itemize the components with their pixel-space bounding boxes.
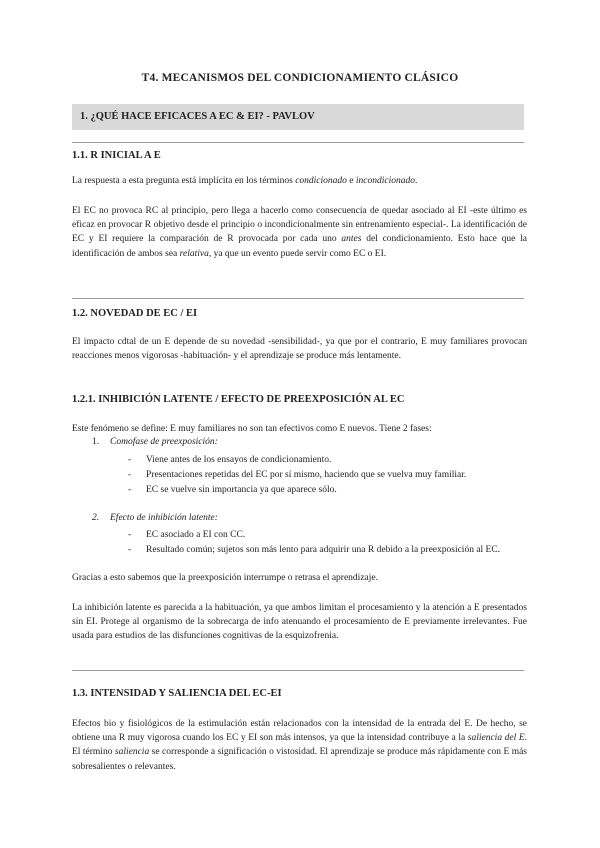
section-1-2-1-paragraph-2: La inhibición latente es parecida a la habituación, ya que ambos limitan el procesamiento y la atención a E presentados sin EI. Protege al organismo de la sobrecarga de info atenuando el procesamiento de E previamente irrelevantes. Fue usada para estudios de las disfunciones cognitivas de la esquizofrenia. — [72, 603, 527, 642]
list-item: - Presentaciones repetidas del EC por sí mismo, haciendo que se vuelva muy familiar. — [128, 470, 467, 480]
phase-1-label: Comofase de preexposición: — [110, 437, 218, 447]
list-item: - EC se vuelve sin importancia ya que aparece sólo. — [128, 485, 337, 495]
phase-2-label: Efecto de inhibición latente: — [110, 513, 218, 523]
divider — [72, 142, 524, 143]
section-1-2-paragraph: El impacto cdtal de un E depende de su novedad -sensibilidad-, ya que por el contrario, E muy familiares provocan reacciones menos vigorosas -habituación- y el aprendizaje se produce más lentamente. — [72, 337, 527, 362]
section-1-2-1-intro: Este fenómeno se define: E muy familiares no son tan efectivos como E nuevos. Tiene 2 fases: — [72, 424, 432, 434]
section-1-2-1-closing: Gracias a esto sabemos que la preexposición interrumpe o retrasa el aprendizaje. — [72, 573, 378, 583]
document-title: T4. MECANISMOS DEL CONDICIONAMIENTO CLÁSICO — [141, 72, 459, 84]
section-1-1-paragraph-1: La respuesta a esta pregunta está implícita en los términos condicionado e incondicionado. — [72, 176, 418, 186]
phase-1-number: 1. — [92, 437, 100, 447]
section-1-3-paragraph: Efectos bio y fisiológicos de la estimulación están relacionados con la intensidad de la entrada del E. De hecho, se obtiene una R muy vigorosa cuando los EC y EI son más intensos, ya que la intensidad contribuye a la saliencia del E. El término saliencia se corresponde a significación o vistosidad. El aprendizaje se produce más rápidamente con E más sobresalientes o relevantes. — [72, 719, 527, 772]
section-1-1-paragraph-2: El EC no provoca RC al principio, pero llega a hacerlo como consecuencia de quedar asociado al EI -este último es eficaz en provocar R objetivo desde el principio o incondicionalmente sin entrenamiento especial-. La identificación de EC y EI requiere la comparación de R provocada por cada uno antes del condicionamiento. Esto hace que la identificación de ambos sea relativa, ya que un evento puede servir como EC o EI. — [72, 206, 527, 259]
divider — [72, 298, 524, 299]
list-item: - Viene antes de los ensayos de condicionamiento. — [128, 455, 332, 465]
list-item: - EC asociado a EI con CC. — [128, 530, 246, 540]
section-1-2-1-heading: 1.2.1. INHIBICIÓN LATENTE / EFECTO DE PREEXPOSICIÓN AL EC — [72, 394, 405, 405]
section-1-3-heading: 1.3. INTENSIDAD Y SALIENCIA DEL EC-EI — [72, 688, 282, 699]
section-1-banner — [72, 104, 524, 130]
divider — [72, 670, 524, 671]
section-1-2-heading: 1.2. NOVEDAD DE EC / EI — [72, 308, 198, 319]
section-1-1-heading: 1.1. R INICIAL A E — [72, 150, 161, 161]
section-1-heading: 1. ¿QUÉ HACE EFICACES A EC & EI? - PAVLOV — [80, 111, 315, 122]
list-item: - Resultado común; sujetos son más lento para adquirir una R debido a la preexposición al EC. — [128, 545, 501, 555]
phase-2-number: 2. — [92, 513, 100, 523]
